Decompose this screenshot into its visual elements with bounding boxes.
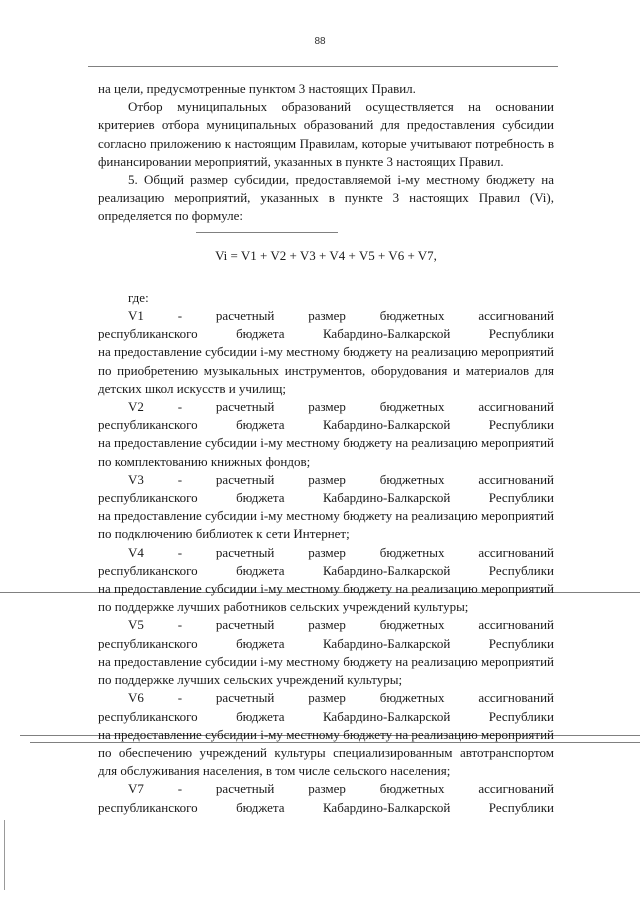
scan-edge-mark bbox=[4, 820, 5, 890]
definition-word: бюджета bbox=[236, 708, 285, 724]
definition-word: бюджетных bbox=[379, 399, 445, 415]
definition-word: Кабардино-Балкарской bbox=[322, 417, 451, 433]
definition-word: Республики bbox=[488, 562, 554, 578]
definition-first-line bbox=[98, 544, 554, 562]
definition-v7 bbox=[98, 780, 554, 816]
definition-word: Республики bbox=[488, 490, 554, 506]
definition-word: Кабардино-Балкарской bbox=[322, 562, 451, 578]
definition-word: бюджетных bbox=[379, 690, 445, 706]
definition-word: бюджетных bbox=[379, 781, 445, 797]
definition-word: бюджета bbox=[236, 326, 285, 342]
definition-word: ассигнований bbox=[478, 617, 554, 633]
page-number: 88 bbox=[314, 36, 326, 47]
definition-v5 bbox=[98, 616, 554, 689]
definition-first-line bbox=[98, 689, 554, 707]
definition-first-line bbox=[98, 398, 554, 416]
definition-word: бюджета bbox=[236, 490, 285, 506]
definition-word: размер bbox=[308, 308, 346, 324]
definition-body: на предоставление субсидии i-му местному бюджету на реализацию мероприятий по поддержке лучших сельских учреждений культуры; bbox=[98, 653, 554, 688]
definition-word: бюджета bbox=[236, 635, 285, 651]
definition-word: республиканского bbox=[98, 799, 198, 815]
definition-word: расчетный bbox=[215, 781, 275, 797]
definition-dash: - bbox=[177, 399, 183, 415]
definition-word: республиканского bbox=[98, 635, 198, 651]
definition-word: ассигнований bbox=[478, 308, 554, 324]
definition-word: Кабардино-Балкарской bbox=[322, 708, 451, 724]
definition-first-line bbox=[98, 471, 554, 489]
definition-word: расчетный bbox=[215, 544, 275, 560]
definition-second-line bbox=[98, 708, 554, 726]
document-body bbox=[98, 80, 554, 817]
definition-v4 bbox=[98, 544, 554, 617]
definition-body: на предоставление субсидии i-му местному бюджету на реализацию мероприятий по комплектованию книжных фондов; bbox=[98, 435, 554, 469]
definition-word: ассигнований bbox=[478, 781, 554, 797]
definition-code: V5 bbox=[128, 617, 144, 633]
definition-word: бюджета bbox=[236, 562, 285, 578]
definition-code: V3 bbox=[128, 471, 144, 487]
paragraph-selection: Отбор муниципальных образований осуществляется на основании критериев отбора муниципальных образований для предоставления субсидии согласно приложению к настоящим Правилам, которые учитывают потребность в финансировании мероприятий, указанных в пункте 3 настоящих Правил. bbox=[98, 99, 554, 169]
paragraph-item-5: 5. Общий размер субсидии, предоставляемой i-му местному бюджету на реализацию мероприятий, указанных в пункте 3 настоящих Правил (Vi), определяется по формуле: bbox=[98, 172, 554, 224]
definition-word: Республики bbox=[488, 326, 554, 342]
definition-word: размер bbox=[308, 399, 346, 415]
definition-word: расчетный bbox=[215, 617, 275, 633]
definition-word: бюджетных bbox=[379, 617, 445, 633]
definition-word: расчетный bbox=[215, 308, 275, 324]
definition-v3 bbox=[98, 471, 554, 544]
where-label: где: bbox=[128, 289, 149, 305]
definition-first-line bbox=[98, 616, 554, 634]
definition-dash: - bbox=[177, 781, 183, 797]
definition-word: республиканского bbox=[98, 562, 198, 578]
definition-second-line bbox=[98, 489, 554, 507]
definition-word: Кабардино-Балкарской bbox=[322, 799, 451, 815]
definition-word: бюджетных bbox=[379, 544, 445, 560]
definition-body: на предоставление субсидии i-му местному бюджету на реализацию мероприятий по поддержке лучших работников сельских учреждений культуры; bbox=[98, 581, 554, 615]
definition-second-line bbox=[98, 562, 554, 580]
definition-second-line bbox=[98, 635, 554, 653]
definition-first-line bbox=[98, 307, 554, 325]
definition-word: Республики bbox=[488, 799, 554, 815]
definition-body: на предоставление субсидии i-му местному бюджету на реализацию мероприятий по подключению библиотек к сети Интернет; bbox=[98, 508, 554, 542]
definition-word: Республики bbox=[488, 417, 554, 433]
definition-word: ассигнований bbox=[478, 399, 554, 415]
definition-word: Кабардино-Балкарской bbox=[322, 326, 451, 342]
scan-artifact-line bbox=[88, 66, 558, 67]
definition-word: Кабардино-Балкарской bbox=[322, 635, 451, 651]
definition-word: Республики bbox=[488, 708, 554, 724]
definition-dash: - bbox=[177, 544, 183, 560]
definition-word: расчетный bbox=[215, 399, 275, 415]
definition-code: V2 bbox=[128, 399, 144, 415]
definition-word: Кабардино-Балкарской bbox=[322, 490, 451, 506]
definition-word: ассигнований bbox=[478, 471, 554, 487]
definition-word: ассигнований bbox=[478, 544, 554, 560]
definition-word: размер bbox=[308, 471, 346, 487]
definition-code: V6 bbox=[128, 690, 144, 706]
definition-word: размер bbox=[308, 544, 346, 560]
definition-dash: - bbox=[177, 617, 183, 633]
definition-dash: - bbox=[177, 690, 183, 706]
definition-word: бюджета bbox=[236, 799, 285, 815]
definition-word: ассигнований bbox=[478, 690, 554, 706]
definition-dash: - bbox=[177, 471, 183, 487]
definition-word: Республики bbox=[488, 635, 554, 651]
definition-word: расчетный bbox=[215, 471, 275, 487]
definition-word: республиканского bbox=[98, 417, 198, 433]
definition-body: на предоставление субсидии i-му местному бюджету на реализацию мероприятий по обеспечению учреждений культуры специализированным автотранспортом для обслуживания населения, в том числе сельского населения; bbox=[98, 726, 554, 779]
definition-second-line bbox=[98, 799, 554, 817]
definition-word: размер bbox=[308, 781, 346, 797]
paragraph-continuation: на цели, предусмотренные пунктом 3 настоящих Правил. bbox=[98, 81, 416, 96]
definition-word: республиканского bbox=[98, 326, 198, 342]
definition-code: V4 bbox=[128, 544, 144, 560]
definition-word: бюджетных bbox=[379, 308, 445, 324]
definition-word: размер bbox=[308, 690, 346, 706]
definition-word: республиканского bbox=[98, 708, 198, 724]
definition-second-line bbox=[98, 325, 554, 343]
definition-word: расчетный bbox=[215, 690, 275, 706]
definition-v1 bbox=[98, 307, 554, 398]
definition-code: V7 bbox=[128, 781, 144, 797]
definition-dash: - bbox=[177, 308, 183, 324]
definition-first-line bbox=[98, 780, 554, 798]
definition-body: на предоставление субсидии i-му местному бюджету на реализацию мероприятий по приобретению музыкальных инструментов, оборудования и материалов для детских школ искусств и училищ; bbox=[98, 344, 554, 396]
definition-second-line bbox=[98, 416, 554, 434]
definition-word: бюджетных bbox=[379, 471, 445, 487]
definition-word: размер bbox=[308, 617, 346, 633]
definition-code: V1 bbox=[128, 308, 144, 324]
definition-word: республиканского bbox=[98, 490, 198, 506]
definition-word: бюджета bbox=[236, 417, 285, 433]
definition-v2 bbox=[98, 398, 554, 471]
definition-v6 bbox=[98, 689, 554, 780]
formula: Vi = V1 + V2 + V3 + V4 + V5 + V6 + V7, bbox=[215, 247, 437, 263]
